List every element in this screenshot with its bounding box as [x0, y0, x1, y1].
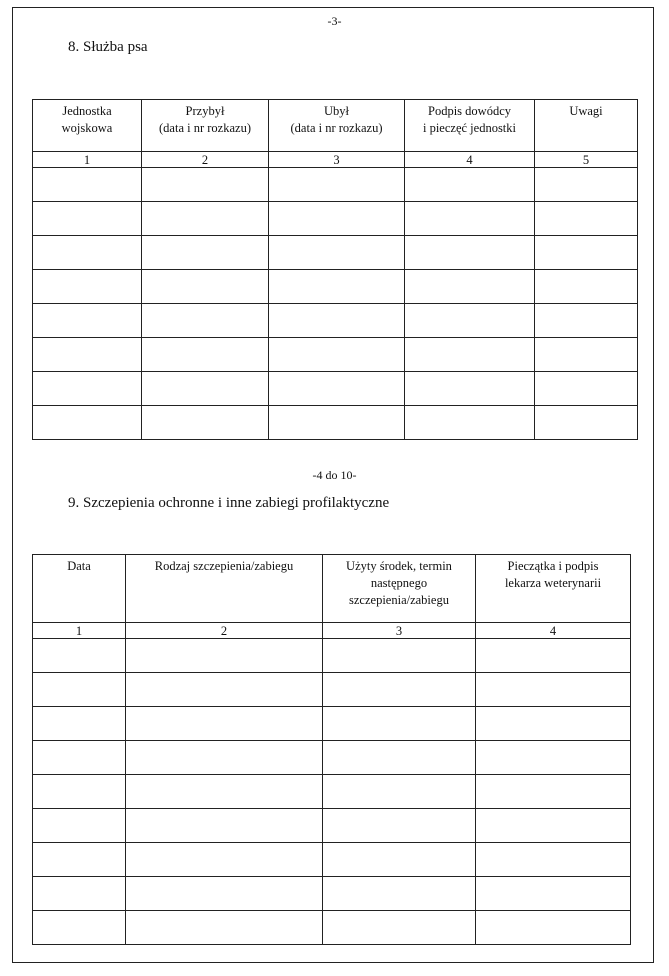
- table-cell[interactable]: [33, 639, 126, 673]
- table-cell[interactable]: [476, 707, 631, 741]
- column-number: 5: [535, 152, 638, 168]
- table-row: [33, 236, 638, 270]
- column-number: 1: [33, 623, 126, 639]
- table-cell[interactable]: [126, 877, 323, 911]
- table-cell[interactable]: [33, 673, 126, 707]
- table-cell[interactable]: [323, 877, 476, 911]
- table-cell[interactable]: [33, 270, 142, 304]
- table-cell[interactable]: [476, 775, 631, 809]
- table-row: [33, 639, 631, 673]
- table-cell[interactable]: [405, 406, 535, 440]
- table-cell[interactable]: [476, 843, 631, 877]
- table-cell[interactable]: [323, 707, 476, 741]
- table-cell[interactable]: [269, 202, 405, 236]
- table-cell[interactable]: [142, 270, 269, 304]
- service-table-header-row: [33, 100, 638, 152]
- table-cell[interactable]: [33, 304, 142, 338]
- table-cell[interactable]: [535, 304, 638, 338]
- table-cell[interactable]: [33, 202, 142, 236]
- column-number: 4: [476, 623, 631, 639]
- vaccination-table-header-row: [33, 555, 631, 623]
- table-cell[interactable]: [476, 809, 631, 843]
- column-number: 1: [33, 152, 142, 168]
- table-cell[interactable]: [269, 270, 405, 304]
- table-row: [33, 372, 638, 406]
- table-cell[interactable]: [476, 741, 631, 775]
- table-cell[interactable]: [405, 338, 535, 372]
- table-row: [33, 338, 638, 372]
- table-cell[interactable]: [269, 406, 405, 440]
- header-remarks: Uwagi: [535, 100, 638, 152]
- table-cell[interactable]: [269, 338, 405, 372]
- table-cell[interactable]: [405, 372, 535, 406]
- header-commander-signature: Podpis dowódcy i pieczęć jednostki: [405, 100, 535, 152]
- column-number-row: [33, 623, 631, 639]
- table-row: [33, 741, 631, 775]
- table-cell[interactable]: [142, 372, 269, 406]
- table-cell[interactable]: [33, 809, 126, 843]
- header-unit: Jednostka wojskowa: [33, 100, 142, 152]
- section-8-title: 8. Służba psa: [68, 39, 148, 55]
- table-cell[interactable]: [323, 673, 476, 707]
- table-cell[interactable]: [33, 877, 126, 911]
- table-cell[interactable]: [535, 406, 638, 440]
- table-cell[interactable]: [126, 911, 323, 945]
- table-cell[interactable]: [126, 775, 323, 809]
- table-cell[interactable]: [535, 236, 638, 270]
- header-agent-used: Użyty środek, termin następnego szczepienia/zabiegu: [323, 555, 476, 623]
- table-cell[interactable]: [33, 372, 142, 406]
- table-row: [33, 843, 631, 877]
- table-cell[interactable]: [405, 236, 535, 270]
- column-number: 4: [405, 152, 535, 168]
- table-cell[interactable]: [405, 304, 535, 338]
- table-cell[interactable]: [323, 639, 476, 673]
- table-cell[interactable]: [33, 911, 126, 945]
- table-row: [33, 911, 631, 945]
- column-number: 2: [126, 623, 323, 639]
- page-number-top: -3-: [327, 14, 342, 28]
- column-number-row: [33, 152, 638, 168]
- header-departed: Ubył (data i nr rozkazu): [269, 100, 405, 152]
- column-number: 2: [142, 152, 269, 168]
- table-cell[interactable]: [33, 707, 126, 741]
- table-cell[interactable]: [476, 877, 631, 911]
- table-cell[interactable]: [405, 270, 535, 304]
- table-cell[interactable]: [476, 639, 631, 673]
- table-cell[interactable]: [535, 338, 638, 372]
- service-table: [32, 99, 638, 440]
- table-cell[interactable]: [323, 741, 476, 775]
- table-row: [33, 270, 638, 304]
- column-number: 3: [323, 623, 476, 639]
- table-cell[interactable]: [142, 168, 269, 202]
- table-cell[interactable]: [476, 673, 631, 707]
- table-cell[interactable]: [126, 843, 323, 877]
- table-row: [33, 202, 638, 236]
- table-cell[interactable]: [33, 843, 126, 877]
- table-cell[interactable]: [323, 809, 476, 843]
- table-row: [33, 809, 631, 843]
- table-cell[interactable]: [126, 741, 323, 775]
- table-cell[interactable]: [269, 168, 405, 202]
- table-cell[interactable]: [126, 639, 323, 673]
- vaccination-table: [32, 554, 631, 945]
- table-cell[interactable]: [269, 304, 405, 338]
- header-arrived: Przybył (data i nr rozkazu): [142, 100, 269, 152]
- table-cell[interactable]: [126, 809, 323, 843]
- table-cell[interactable]: [142, 406, 269, 440]
- table-cell[interactable]: [33, 406, 142, 440]
- table-cell[interactable]: [405, 168, 535, 202]
- table-row: [33, 775, 631, 809]
- table-row: [33, 168, 638, 202]
- table-cell[interactable]: [323, 775, 476, 809]
- table-cell[interactable]: [323, 911, 476, 945]
- table-cell[interactable]: [33, 338, 142, 372]
- table-cell[interactable]: [142, 304, 269, 338]
- header-date: Data: [33, 555, 126, 623]
- table-cell[interactable]: [269, 372, 405, 406]
- table-cell[interactable]: [126, 673, 323, 707]
- table-cell[interactable]: [33, 741, 126, 775]
- table-cell[interactable]: [323, 843, 476, 877]
- table-cell[interactable]: [142, 236, 269, 270]
- table-row: [33, 673, 631, 707]
- table-cell[interactable]: [269, 236, 405, 270]
- table-row: [33, 304, 638, 338]
- table-cell[interactable]: [476, 911, 631, 945]
- table-cell[interactable]: [535, 168, 638, 202]
- table-cell[interactable]: [33, 168, 142, 202]
- table-row: [33, 406, 638, 440]
- column-number: 3: [269, 152, 405, 168]
- header-vet-signature: Pieczątka i podpis lekarza weterynarii: [476, 555, 631, 623]
- table-row: [33, 707, 631, 741]
- table-cell[interactable]: [126, 707, 323, 741]
- table-cell[interactable]: [33, 775, 126, 809]
- section-9-title: 9. Szczepienia ochronne i inne zabiegi profilaktyczne: [68, 495, 390, 511]
- table-cell[interactable]: [405, 202, 535, 236]
- table-cell[interactable]: [142, 338, 269, 372]
- table-row: [33, 877, 631, 911]
- table-cell[interactable]: [33, 236, 142, 270]
- table-cell[interactable]: [535, 202, 638, 236]
- table-cell[interactable]: [535, 270, 638, 304]
- page-number-middle: -4 do 10-: [312, 468, 357, 482]
- table-cell[interactable]: [142, 202, 269, 236]
- header-procedure-type: Rodzaj szczepienia/zabiegu: [126, 555, 323, 623]
- table-cell[interactable]: [535, 372, 638, 406]
